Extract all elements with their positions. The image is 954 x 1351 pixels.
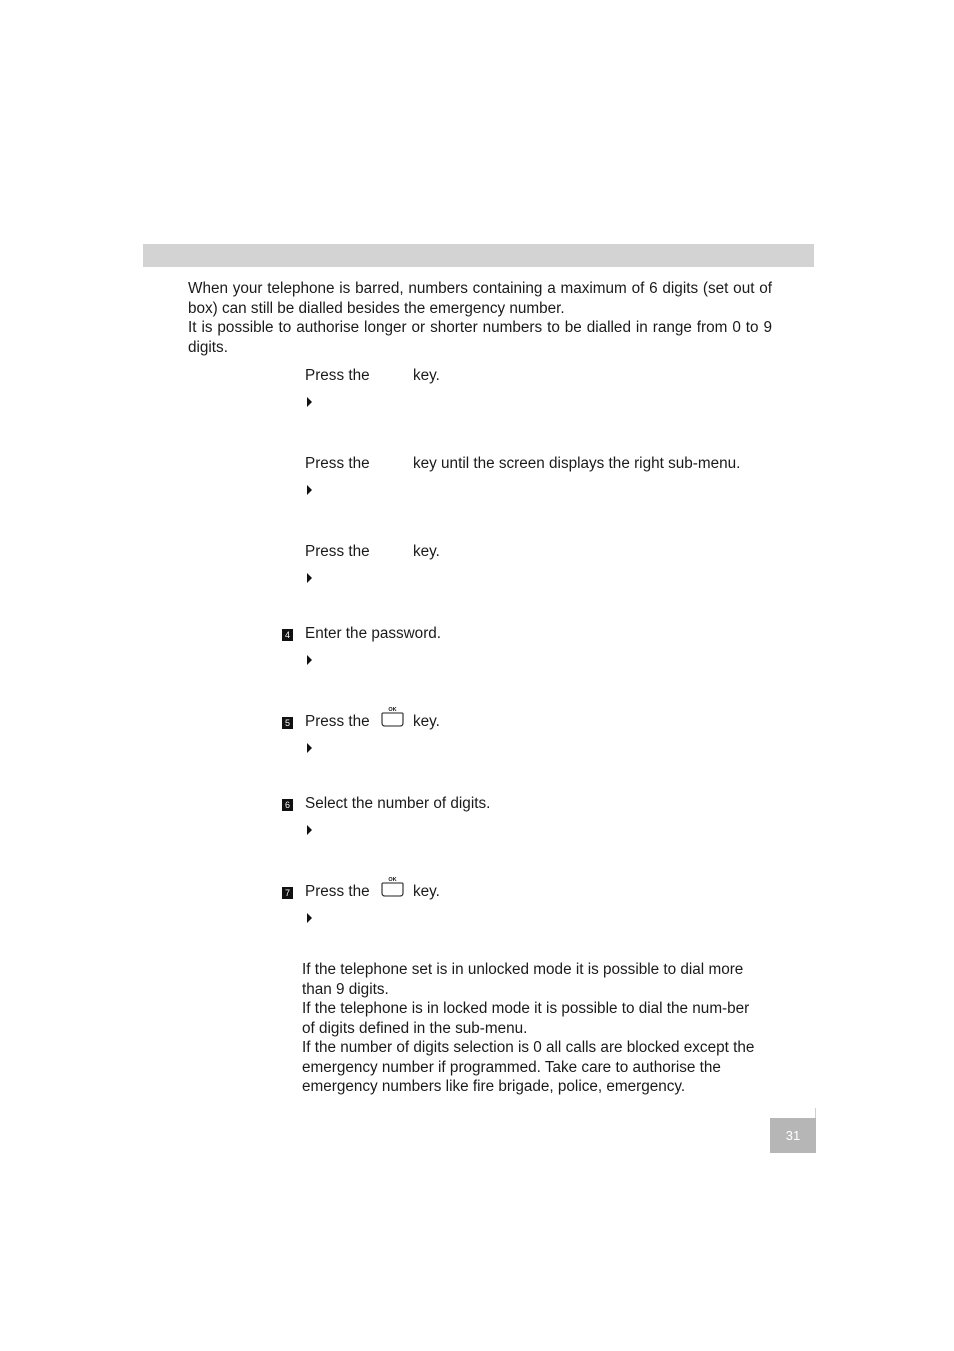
note-line-2: If the telephone is in locked mode it is possible to dial the num-ber of digits defined in the sub-menu. xyxy=(302,1000,750,1037)
note-line-3: If the number of digits selection is 0 all calls are blocked except the emergency number if programmed. Take care to authorise the emergency numbers like fire brigade, police, emergency. xyxy=(302,1039,755,1095)
step-4 xyxy=(0,624,954,684)
ok-key-label: OK xyxy=(388,707,397,713)
step-number-badge: 7 xyxy=(282,887,293,899)
step-5 xyxy=(0,707,954,772)
step-5-text-after: key. xyxy=(413,713,440,730)
step-6-text: Select the number of digits. xyxy=(305,795,491,812)
arrow-right-icon xyxy=(307,743,312,753)
step-1-text: Press the xyxy=(305,367,370,384)
step-3-text: Press the xyxy=(305,543,370,560)
intro-paragraph-1: When your telephone is barred, numbers containing a maximum of 6 digits (set out of box) can still be dialled besides the emergency number. xyxy=(188,280,772,317)
step-7 xyxy=(0,877,954,942)
arrow-right-icon xyxy=(307,913,312,923)
page-tick-line xyxy=(815,1108,816,1118)
step-number-badge: 6 xyxy=(282,799,293,811)
step-1-text-after: key. xyxy=(413,367,440,384)
step-1 xyxy=(0,366,954,426)
arrow-right-icon xyxy=(307,825,312,835)
note-line-1: If the telephone set is in unlocked mode it is possible to dial more than 9 digits. xyxy=(302,961,744,998)
step-2-text: Press the xyxy=(305,455,370,472)
arrow-right-icon xyxy=(307,485,312,495)
step-number-badge: 4 xyxy=(282,629,293,641)
step-7-text-after: key. xyxy=(413,883,440,900)
step-2-text-after: key until the screen displays the right sub-menu. xyxy=(413,455,741,472)
header-bar xyxy=(143,244,814,267)
arrow-right-icon xyxy=(307,573,312,583)
ok-key-label: OK xyxy=(388,877,397,883)
arrow-right-icon xyxy=(307,397,312,407)
step-5-text: Press the xyxy=(305,713,370,730)
step-7-text: Press the xyxy=(305,883,370,900)
arrow-right-icon xyxy=(307,655,312,665)
intro-paragraph-2: It is possible to authorise longer or shorter numbers to be dialled in range from 0 to 9 digits. xyxy=(188,319,772,356)
ok-key-icon xyxy=(379,875,406,899)
step-3-text-after: key. xyxy=(413,543,440,560)
intro-text xyxy=(188,279,772,357)
step-6 xyxy=(0,794,954,854)
ok-key-icon xyxy=(379,705,406,729)
step-4-text: Enter the password. xyxy=(305,625,442,642)
step-2 xyxy=(0,454,954,514)
page-number: 31 xyxy=(770,1118,816,1153)
note-text xyxy=(302,960,755,1097)
step-3 xyxy=(0,542,954,602)
step-number-badge: 5 xyxy=(282,717,293,729)
